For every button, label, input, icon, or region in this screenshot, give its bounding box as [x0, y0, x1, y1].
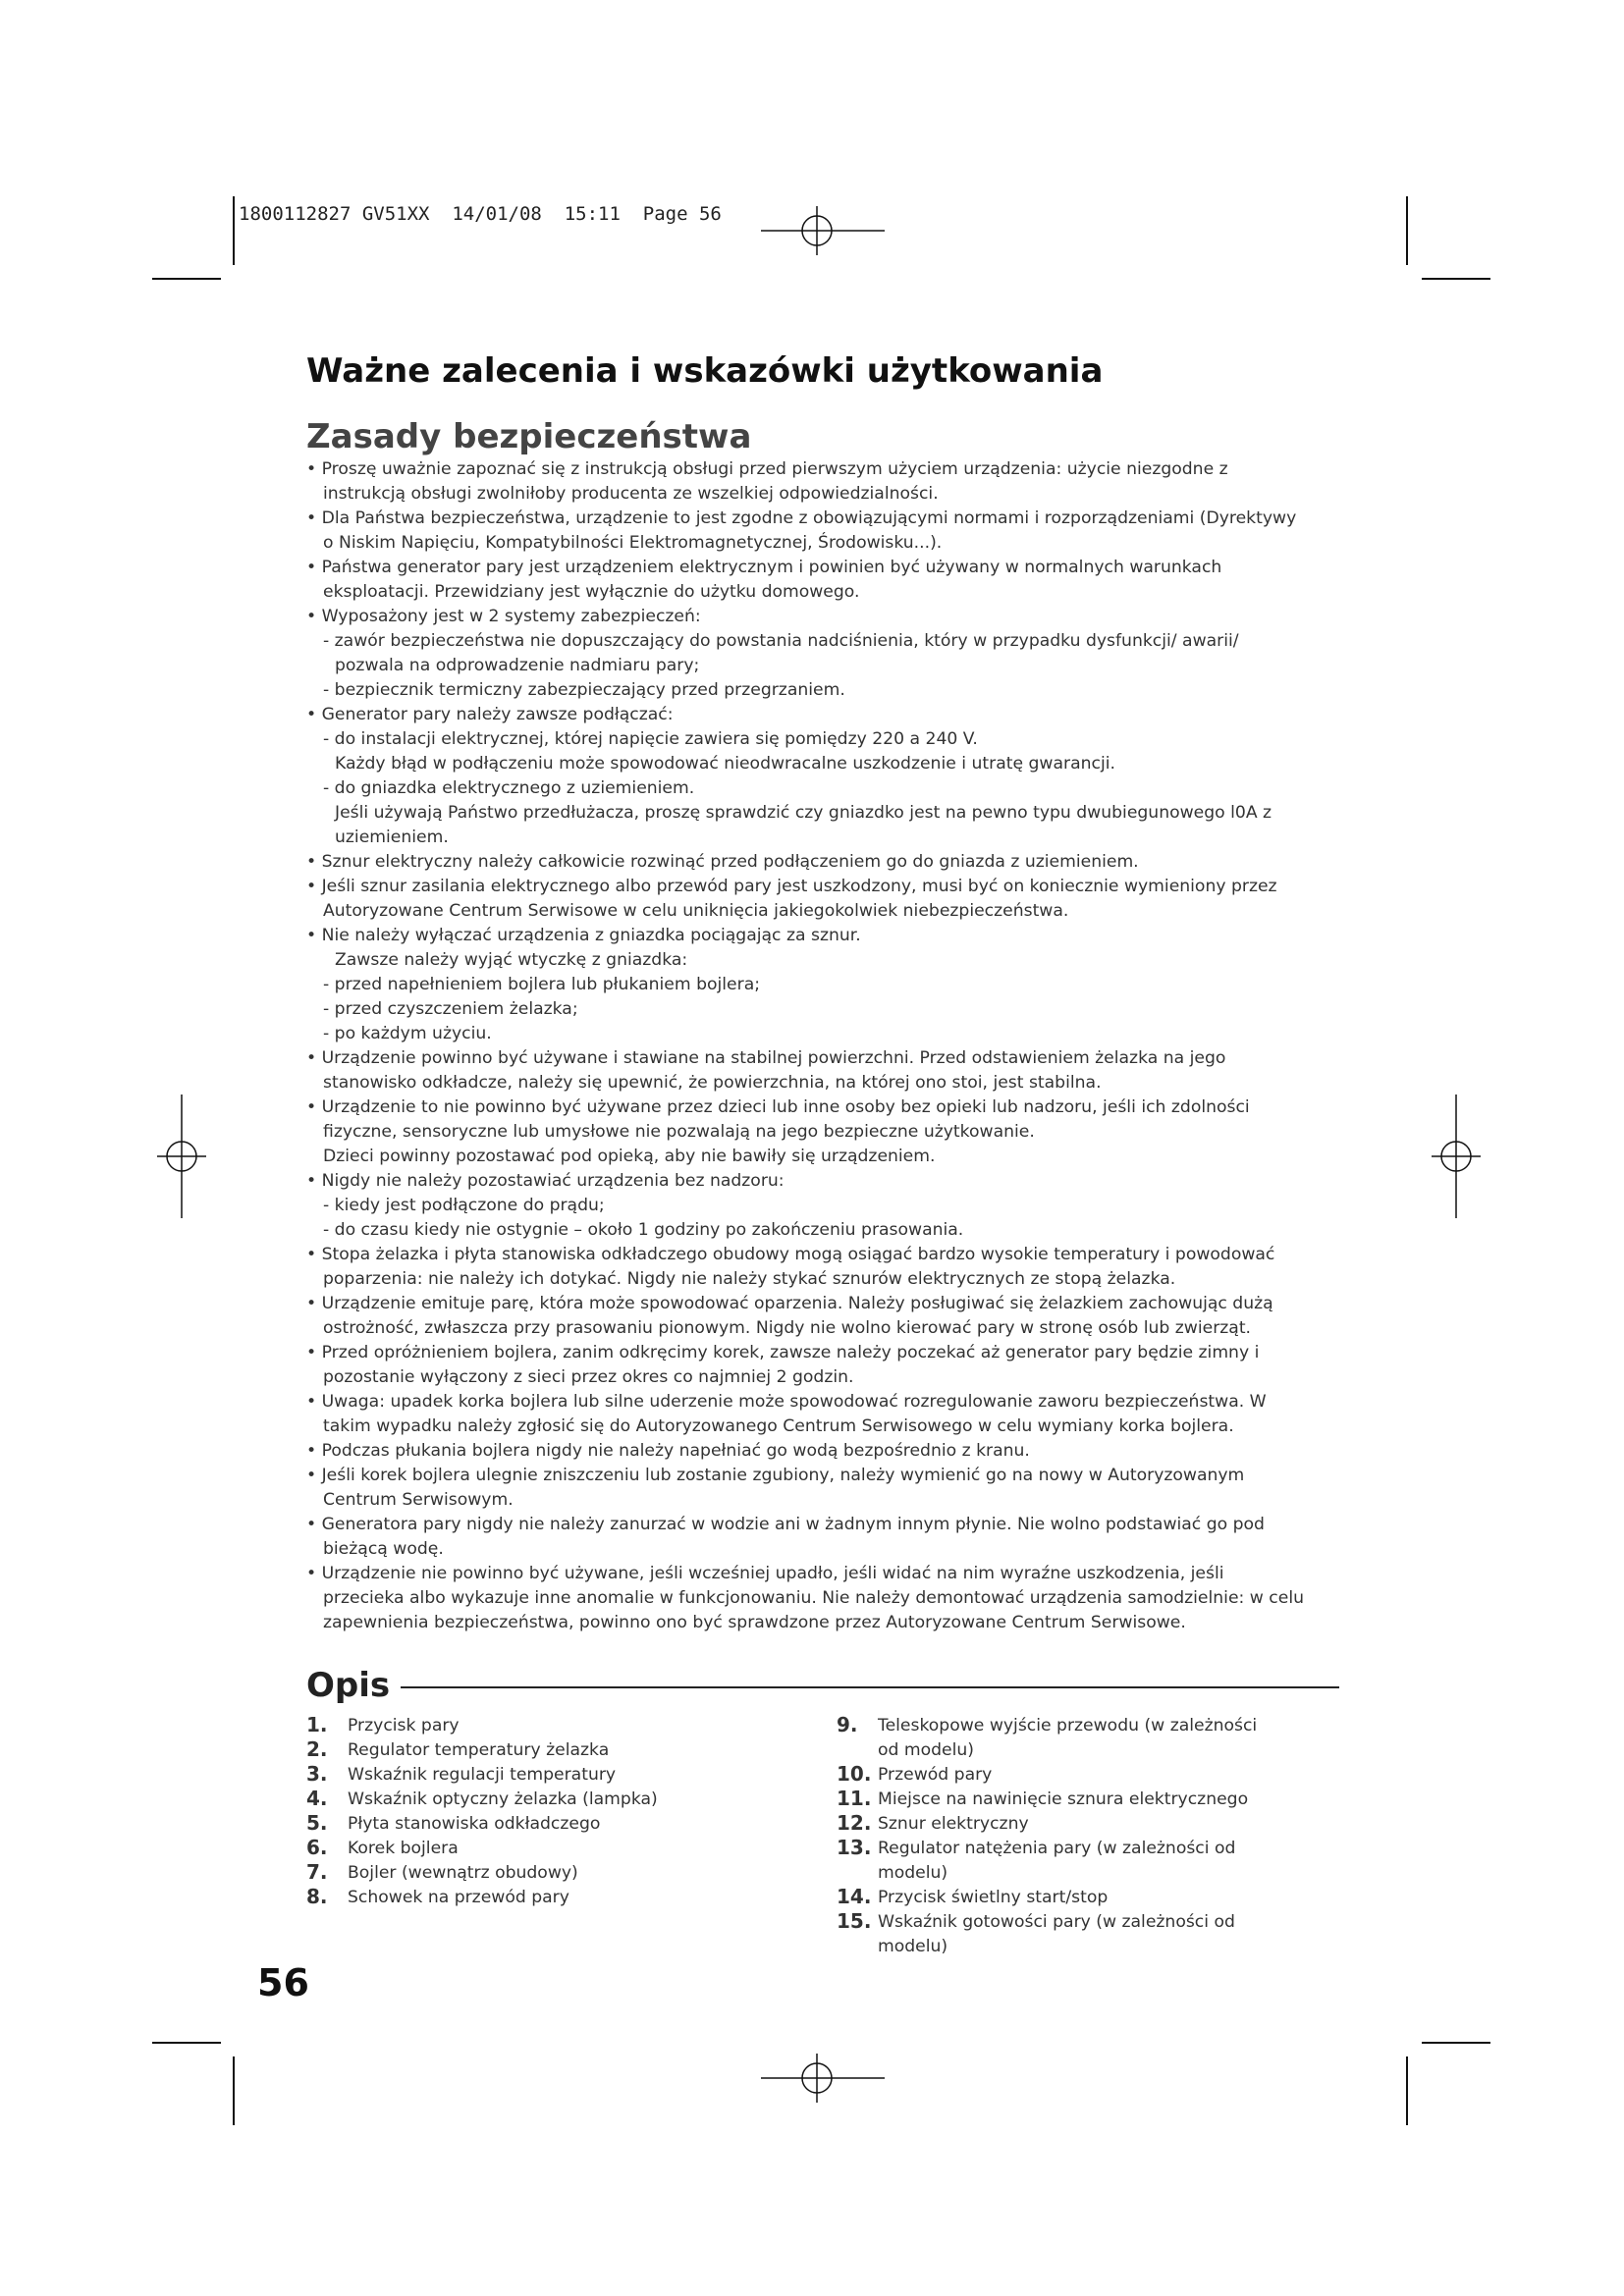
safety-paragraph: • Nie należy wyłączać urządzenia z gniazdka pociągając za sznur. — [306, 926, 861, 945]
safety-paragraph: • Jeśli sznur zasilania elektrycznego albo przewód pary jest uszkodzony, musi być on koniecznie wymieniony przez Autoryzowane Centrum Serwisowe w celu uniknięcia jakiegokolwiek niebezpieczeństwa. — [306, 877, 1277, 921]
part-label: Regulator temperatury żelazka — [348, 1740, 610, 1760]
part-number: 12. — [837, 1811, 872, 1835]
part-number: 14. — [837, 1885, 872, 1908]
part-item — [837, 1837, 1308, 1886]
part-item — [837, 1812, 1308, 1837]
safety-heading: Zasady bezpieczeństwa — [306, 417, 752, 456]
safety-rules — [306, 457, 1327, 1635]
safety-paragraph: - przed czyszczeniem żelazka; — [323, 999, 578, 1019]
safety-paragraph: - do instalacji elektrycznej, której napięcie zawiera się pomiędzy 220 a 240 V. — [323, 729, 978, 749]
safety-paragraph: - bezpiecznik termiczny zabezpieczający przed przegrzaniem. — [323, 680, 845, 700]
part-number: 11. — [837, 1787, 872, 1810]
part-number: 7. — [306, 1860, 328, 1884]
crop-mark — [1422, 2042, 1490, 2044]
part-number: 15. — [837, 1909, 872, 1933]
part-number: 13. — [837, 1836, 872, 1859]
crop-mark — [233, 2056, 235, 2125]
crop-mark — [233, 196, 235, 265]
part-number: 6. — [306, 1836, 328, 1859]
crop-mark — [1422, 278, 1490, 280]
part-label: Miejsce na nawinięcie sznura elektrycznego — [878, 1789, 1249, 1809]
registration-mark-icon — [1432, 1095, 1481, 1218]
safety-paragraph: • Urządzenie nie powinno być używane, jeśli wcześniej upadło, jeśli widać na nim wyraźne uszkodzenia, jeśli przecieka albo wykazuje inne anomalie w funkcjonowaniu. Nie należy demontować urządzenia samodzielnie: w celu zapewnienia bezpieczeństwa, powinno ono być sprawdzone przez Autoryzowane Centrum Serwisowe. — [306, 1564, 1304, 1632]
safety-paragraph: • Podczas płukania bojlera nigdy nie należy napełniać go wodą bezpośrednio z kranu. — [306, 1441, 1030, 1461]
part-number: 1. — [306, 1713, 328, 1736]
part-item — [306, 1886, 797, 1910]
safety-paragraph: • Jeśli korek bojlera ulegnie zniszczeniu lub zostanie zgubiony, należy wymienić go na nowy w Autoryzowanym Centrum Serwisowym. — [306, 1466, 1245, 1510]
part-label: Bojler (wewnątrz obudowy) — [348, 1863, 578, 1883]
part-label: Schowek na przewód pary — [348, 1888, 569, 1907]
part-label: Płyta stanowiska odkładczego — [348, 1814, 601, 1834]
part-label: Przycisk świetlny start/stop — [878, 1888, 1109, 1907]
part-label: Korek bojlera — [348, 1839, 459, 1858]
page-number: 56 — [257, 1961, 309, 2004]
safety-paragraph: - do czasu kiedy nie ostygnie – około 1 godziny po zakończeniu prasowania. — [323, 1220, 964, 1240]
part-label: Przewód pary — [878, 1765, 993, 1785]
part-number: 3. — [306, 1762, 328, 1786]
safety-paragraph: • Urządzenie to nie powinno być używane przez dzieci lub inne osoby bez opieki lub nadzoru, jeśli ich zdolności fizyczne, sensoryczne lub umysłowe nie pozwalają na jego bezpieczne użytkowanie. Dzieci powinny pozostawać pod opieką, aby nie bawiły się urządzeniem. — [306, 1097, 1250, 1166]
safety-paragraph: Zawsze należy wyjąć wtyczkę z gniazdka: — [335, 950, 688, 970]
crop-mark — [1406, 196, 1408, 265]
part-label: Wskaźnik regulacji temperatury — [348, 1765, 617, 1785]
part-label: Regulator natężenia pary (w zależności od modelu) — [878, 1839, 1236, 1883]
part-item — [306, 1837, 797, 1861]
part-item — [306, 1714, 797, 1738]
part-item — [306, 1738, 797, 1763]
part-item — [306, 1763, 797, 1788]
safety-paragraph: • Generatora pary nigdy nie należy zanurzać w wodzie ani w żadnym innym płynie. Nie wolno podstawiać go pod bieżącą wodę. — [306, 1515, 1265, 1559]
part-number: 9. — [837, 1713, 858, 1736]
safety-paragraph: - kiedy jest podłączone do prądu; — [323, 1196, 605, 1215]
opis-heading: Opis — [306, 1666, 391, 1705]
safety-paragraph: • Nigdy nie należy pozostawiać urządzenia bez nadzoru: — [306, 1171, 785, 1191]
registration-mark-icon — [761, 206, 885, 255]
safety-paragraph: • Sznur elektryczny należy całkowicie rozwinąć przed podłączeniem go do gniazda z uziemieniem. — [306, 852, 1139, 872]
part-item — [837, 1763, 1308, 1788]
parts-list-right — [837, 1714, 1308, 1959]
page-title: Ważne zalecenia i wskazówki użytkowania — [306, 351, 1104, 391]
part-item — [837, 1886, 1308, 1910]
safety-paragraph: - po każdym użyciu. — [323, 1024, 492, 1043]
registration-mark-icon — [157, 1095, 206, 1218]
part-label: Teleskopowe wyjście przewodu (w zależności od modelu) — [878, 1716, 1258, 1760]
crop-mark — [152, 278, 221, 280]
safety-paragraph: • Wyposażony jest w 2 systemy zabezpieczeń: — [306, 607, 701, 626]
crop-mark — [1406, 2056, 1408, 2125]
safety-paragraph: Każdy błąd w podłączeniu może spowodować nieodwracalne uszkodzenie i utratę gwarancji. — [335, 754, 1115, 774]
part-number: 8. — [306, 1885, 328, 1908]
safety-paragraph: • Przed opróżnieniem bojlera, zanim odkręcimy korek, zawsze należy poczekać aż generator pary będzie zimny i pozostanie wyłączony z sieci przez okres co najmniej 2 godzin. — [306, 1343, 1260, 1387]
safety-paragraph: • Dla Państwa bezpieczeństwa, urządzenie to jest zgodne z obowiązującymi normami i rozporządzeniami (Dyrektywy o Niskim Napięciu, Kompatybilności Elektromagnetycznej, Środowisku...). — [306, 508, 1297, 553]
safety-paragraph: • Stopa żelazka i płyta stanowiska odkładczego obudowy mogą osiągać bardzo wysokie temperatury i powodować poparzenia: nie należy ich dotykać. Nigdy nie należy stykać sznurów elektrycznych ze stopą żelazka. — [306, 1245, 1275, 1289]
safety-paragraph: • Urządzenie powinno być używane i stawiane na stabilnej powierzchni. Przed odstawieniem żelazka na jego stanowisko odkładcze, należy się upewnić, że powierzchnia, na której ono stoi, jest stabilna. — [306, 1048, 1226, 1093]
part-number: 2. — [306, 1737, 328, 1761]
part-number: 4. — [306, 1787, 328, 1810]
part-item — [837, 1714, 1308, 1763]
crop-mark — [152, 2042, 221, 2044]
part-item — [837, 1910, 1308, 1959]
part-item — [306, 1788, 797, 1812]
part-label: Sznur elektryczny — [878, 1814, 1029, 1834]
part-item — [837, 1788, 1308, 1812]
part-item — [306, 1861, 797, 1886]
part-label: Wskaźnik gotowości pary (w zależności od modelu) — [878, 1912, 1235, 1956]
safety-paragraph: - przed napełnieniem bojlera lub płukaniem bojlera; — [323, 975, 761, 994]
print-header: 1800112827 GV51XX 14/01/08 15:11 Page 56 — [239, 203, 722, 225]
parts-list-left — [306, 1714, 797, 1910]
safety-paragraph: • Urządzenie emituje parę, która może spowodować oparzenia. Należy posługiwać się żelazkiem zachowując dużą ostrożność, zwłaszcza przy prasowaniu pionowym. Nigdy nie wolno kierować pary w stronę osób lub zwierząt. — [306, 1294, 1273, 1338]
registration-mark-icon — [761, 2054, 885, 2103]
safety-paragraph: • Uwaga: upadek korka bojlera lub silne uderzenie może spowodować rozregulowanie zaworu bezpieczeństwa. W takim wypadku należy zgłosić się do Autoryzowanego Centrum Serwisowego w celu wymiany korka bojlera. — [306, 1392, 1267, 1436]
part-number: 5. — [306, 1811, 328, 1835]
safety-paragraph: • Proszę uważnie zapoznać się z instrukcją obsługi przed pierwszym użyciem urządzenia: użycie niezgodne z instrukcją obsługi zwolniłoby producenta ze wszelkiej odpowiedzialności. — [306, 459, 1228, 504]
part-label: Wskaźnik optyczny żelazka (lampka) — [348, 1789, 658, 1809]
safety-paragraph: • Państwa generator pary jest urządzeniem elektrycznym i powinien być używany w normalnych warunkach eksploatacji. Przewidziany jest wyłącznie do użytku domowego. — [306, 558, 1222, 602]
safety-paragraph: - do gniazdka elektrycznego z uziemieniem. — [323, 778, 695, 798]
part-item — [306, 1812, 797, 1837]
safety-paragraph: - zawór bezpieczeństwa nie dopuszczający do powstania nadciśnienia, który w przypadku dysfunkcji/ awarii/ pozwala na odprowadzenie nadmiaru pary; — [323, 631, 1239, 675]
safety-paragraph: • Generator pary należy zawsze podłączać: — [306, 705, 674, 724]
opis-header — [306, 1666, 1337, 1705]
safety-paragraph: Jeśli używają Państwo przedłużacza, proszę sprawdzić czy gniazdko jest na pewno typu dwubiegunowego l0A z uziemieniem. — [335, 803, 1272, 847]
divider — [401, 1686, 1339, 1688]
part-number: 10. — [837, 1762, 872, 1786]
part-label: Przycisk pary — [348, 1716, 460, 1735]
